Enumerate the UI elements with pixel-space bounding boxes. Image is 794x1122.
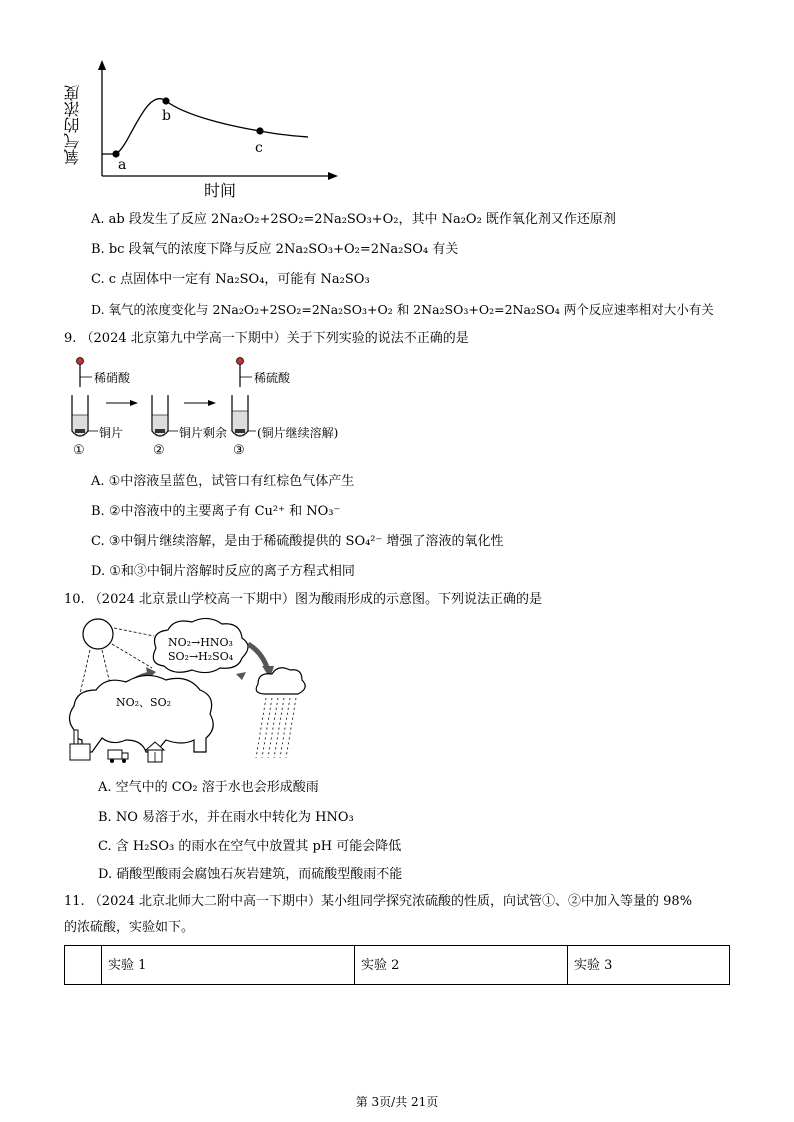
table-header-cell: 实验 1	[102, 946, 355, 985]
q10-option-a: A. 空气中的 CO₂ 溶于水也会形成酸雨	[98, 780, 319, 795]
fig-label-dissolve: (铜片继续溶解)	[257, 426, 339, 440]
rain-cloud	[256, 668, 305, 694]
fig-number-3: ③	[233, 443, 245, 458]
q9-stem: 9. （2024 北京第九中学高一下期中）关于下列实验的说法不正确的是	[64, 331, 469, 346]
q10-stem: 10. （2024 北京景山学校高一下期中）图为酸雨形成的示意图。下列说法正确的是	[64, 592, 543, 607]
q8-option-a: A. ab 段发生了反应 2Na₂O₂+2SO₂=2Na₂SO₃+O₂，其中 Na₂O₂ 既作氧化剂又作还原剂	[91, 212, 616, 227]
fig-label-copper: 铜片	[99, 426, 124, 440]
page-footer: 第 3页/共 21页	[355, 1095, 439, 1109]
reaction-2: SO₂→H₂SO₄	[168, 650, 234, 663]
fig-label-copper-left: 铜片剩余	[179, 426, 228, 440]
experiment-table	[64, 945, 730, 985]
q10-option-c: C. 含 H₂SO₃ 的雨水在空气中放置其 pH 可能会降低	[98, 839, 402, 854]
sun	[83, 619, 113, 649]
q10-option-b: B. NO 易溶于水，并在雨水中转化为 HNO₃	[98, 810, 354, 825]
pollutant-gases: NO₂、SO₂	[116, 696, 172, 709]
concentration-curve	[102, 99, 308, 154]
table-header-cell: 实验 3	[568, 946, 730, 985]
q11-stem-line2: 的浓硫酸，实验如下。	[64, 920, 195, 935]
q8-option-c: C. c 点固体中一定有 Na₂SO₄，可能有 Na₂SO₃	[91, 272, 370, 287]
point-a-label: a	[118, 157, 127, 173]
q9-option-c: C. ③中铜片继续溶解，是由于稀硫酸提供的 SO₄²⁻ 增强了溶液的氧化性	[91, 534, 504, 549]
q10-option-d: D. 硝酸型酸雨会腐蚀石灰岩建筑，而硫酸型酸雨不能	[98, 867, 403, 882]
q9-option-d: D. ①和③中铜片溶解时反应的离子方程式相同	[91, 564, 355, 579]
point-c-label: c	[255, 140, 263, 156]
y-axis-arrow	[98, 60, 106, 70]
point-b	[162, 97, 169, 104]
q9-option-a: A. ①中溶液呈蓝色，试管口有红棕色气体产生	[91, 474, 355, 489]
q8-option-d: D. 氧气的浓度变化与 2Na₂O₂+2SO₂=2Na₂SO₃+O₂ 和 2Na₂SO₃+O₂=2Na₂SO₄ 两个反应速率相对大小有关	[91, 302, 714, 317]
fig-label-acid2: 稀硫酸	[254, 371, 291, 385]
table-header-cell: 实验 2	[355, 946, 568, 985]
point-c	[256, 127, 263, 134]
q9-option-b: B. ②中溶液中的主要离子有 Cu²⁺ 和 NO₃⁻	[91, 504, 341, 519]
fig-number-1: ①	[73, 443, 85, 458]
table-header-row	[65, 946, 730, 985]
q8-option-b: B. bc 段氧气的浓度下降与反应 2Na₂SO₃+O₂=2Na₂SO₄ 有关	[91, 242, 459, 257]
reaction-1: NO₂→HNO₃	[168, 636, 233, 649]
x-axis-arrow	[328, 172, 338, 180]
fig-label-acid1: 稀硝酸	[94, 371, 131, 385]
point-b-label: b	[162, 108, 171, 124]
q11-stem-line1: 11. （2024 北京北师大二附中高一下期中）某小组同学探究浓硫酸的性质，向试管①、②中加入等量的 98%	[64, 894, 693, 909]
oxygen-concentration-chart	[70, 56, 350, 196]
chart-y-label: 氧气的浓度	[63, 85, 82, 165]
pollution-cloud	[69, 675, 213, 752]
chart-x-label: 时间	[204, 181, 237, 200]
fig-number-2: ②	[153, 443, 165, 458]
table-header-cell	[65, 946, 102, 985]
